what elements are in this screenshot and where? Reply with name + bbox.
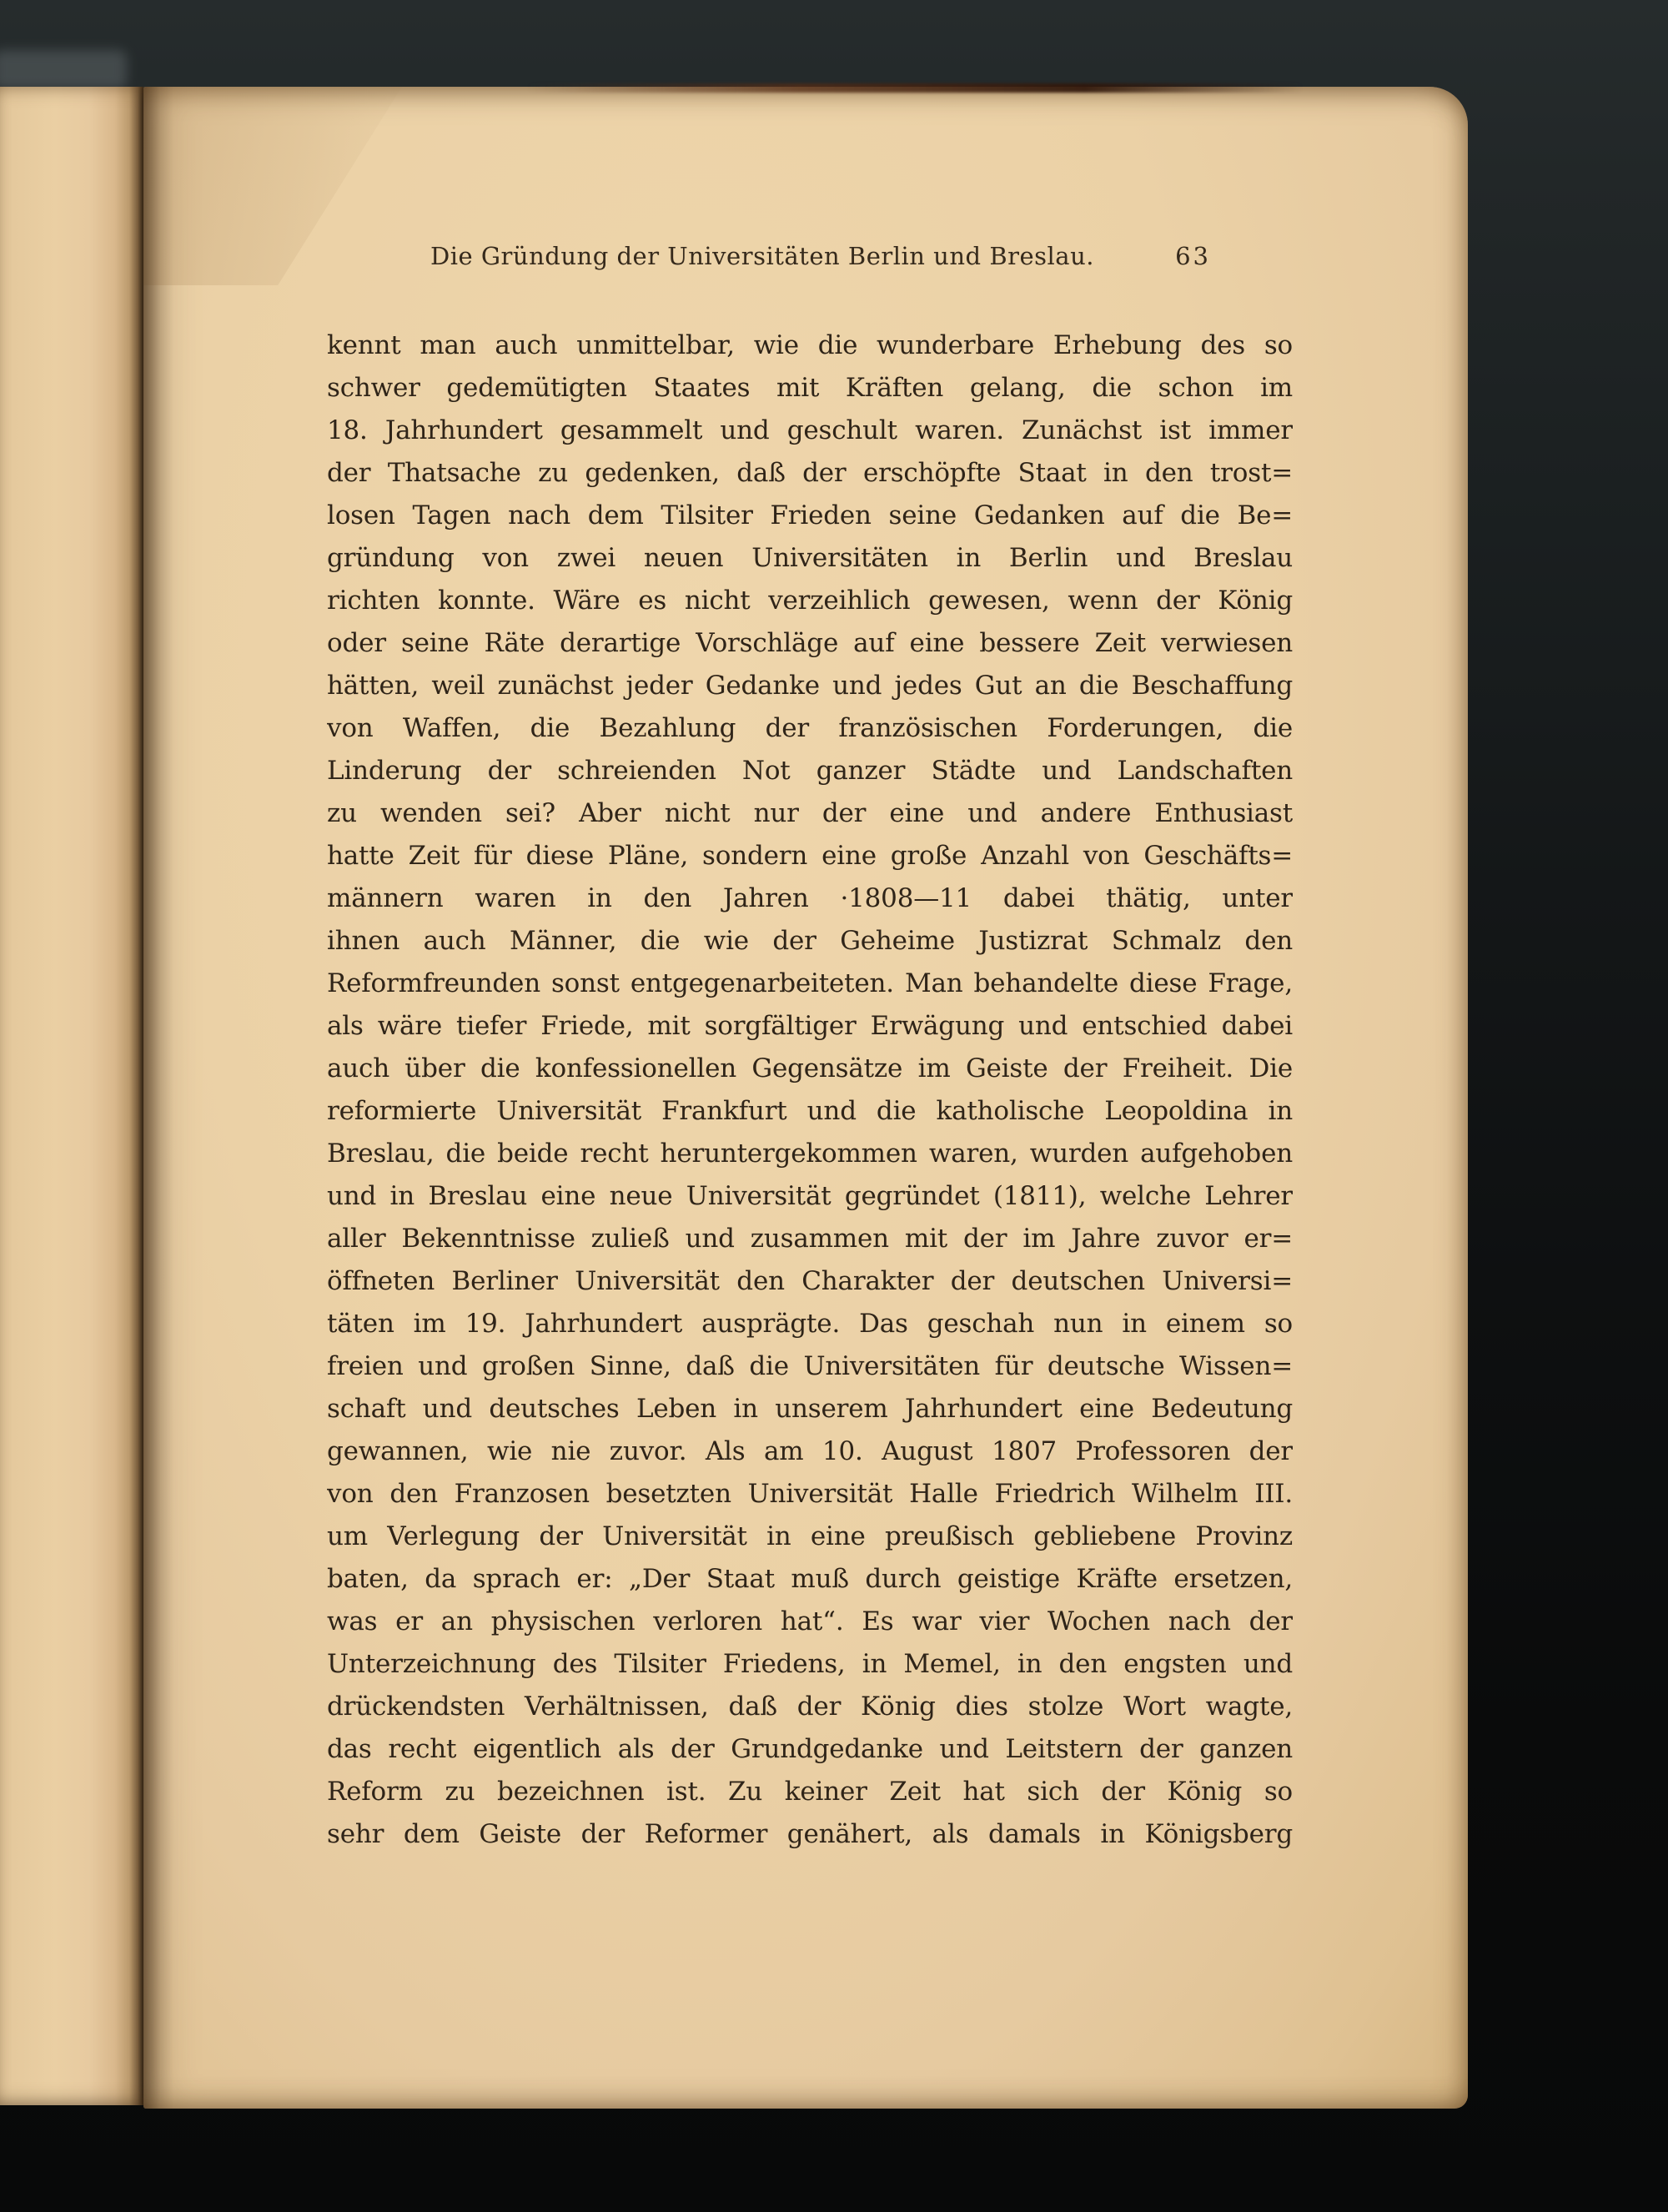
text-line: freien und großen Sinne, daß die Universitäten für deutsche Wissen= [327, 1351, 1293, 1381]
text-line: der Thatsache zu gedenken, daß der erschöpfte Staat in den trost= [327, 458, 1293, 488]
text-line: öffneten Berliner Universität den Charakter der deutschen Universi= [327, 1266, 1293, 1296]
page-number: 63 [1175, 242, 1211, 270]
text-line: Reform zu bezeichnen ist. Zu keiner Zeit hat sich der König so [327, 1777, 1293, 1807]
text-line: Reformfreunden sonst entgegenarbeiteten. Man behandelte diese Frage, [327, 968, 1293, 998]
text-line: von Waffen, die Bezahlung der französischen Forderungen, die [327, 713, 1293, 743]
text-line: gewannen, wie nie zuvor. Als am 10. August 1807 Professoren der [327, 1436, 1293, 1466]
text-line: das recht eigentlich als der Grundgedanke und Leitstern der ganzen [327, 1734, 1293, 1764]
text-line: hatte Zeit für diese Pläne, sondern eine große Anzahl von Geschäfts= [327, 841, 1293, 871]
text-line: aller Bekenntnisse zuließ und zusammen mit der im Jahre zuvor er= [327, 1224, 1293, 1254]
text-line: 18. Jahrhundert gesammelt und geschult waren. Zunächst ist immer [327, 415, 1293, 445]
text-line: Breslau, die beide recht heruntergekommen waren, wurden aufgehoben [327, 1139, 1293, 1169]
background-smudge [0, 50, 127, 90]
text-line: richten konnte. Wäre es nicht verzeihlich gewesen, wenn der König [327, 586, 1293, 616]
text-line: sehr dem Geiste der Reformer genähert, als damals in Königsberg [327, 1819, 1293, 1849]
text-line: baten, da sprach er: „Der Staat muß durch geistige Kräfte ersetzen, [327, 1564, 1293, 1594]
text-line: Linderung der schreienden Not ganzer Städte und Landschaften [327, 756, 1293, 786]
text-line: kennt man auch unmittelbar, wie die wunderbare Erhebung des so [327, 330, 1293, 360]
text-line: Unterzeichnung des Tilsiter Friedens, in Memel, in den engsten und [327, 1649, 1293, 1679]
text-line: oder seine Räte derartige Vorschläge auf eine bessere Zeit verwiesen [327, 628, 1293, 658]
text-line: hätten, weil zunächst jeder Gedanke und jedes Gut an die Beschaffung [327, 671, 1293, 701]
running-header-title: Die Gründung der Universitäten Berlin und Breslau. [430, 242, 1094, 270]
text-line: losen Tagen nach dem Tilsiter Frieden seine Gedanken auf die Be= [327, 500, 1293, 530]
gutter-crease-shadow [143, 87, 173, 2109]
running-header [327, 239, 1294, 274]
text-line: schaft und deutsches Leben in unserem Jahrhundert eine Bedeutung [327, 1394, 1293, 1424]
text-line: gründung von zwei neuen Universitäten in Berlin und Breslau [327, 543, 1293, 573]
text-line: was er an physischen verloren hat“. Es war vier Wochen nach der [327, 1606, 1293, 1636]
text-line: zu wenden sei? Aber nicht nur der eine und andere Enthusiast [327, 798, 1293, 828]
text-line: auch über die konfessionellen Gegensätze im Geiste der Freiheit. Die [327, 1053, 1293, 1083]
previous-page-edge [0, 87, 143, 2105]
body-text [327, 324, 1293, 1856]
text-line: männern waren in den Jahren ·1808—11 dabei thätig, unter [327, 883, 1293, 913]
text-line: drückendsten Verhältnissen, daß der König dies stolze Wort wagte, [327, 1692, 1293, 1722]
text-line: schwer gedemütigten Staates mit Kräften gelang, die schon im [327, 373, 1293, 403]
text-line: täten im 19. Jahrhundert ausprägte. Das geschah nun in einem so [327, 1309, 1293, 1339]
text-line: von den Franzosen besetzten Universität Halle Friedrich Wilhelm III. [327, 1479, 1293, 1509]
text-line: ihnen auch Männer, die wie der Geheime Justizrat Schmalz den [327, 926, 1293, 956]
text-line: als wäre tiefer Friede, mit sorgfältiger Erwägung und entschied dabei [327, 1011, 1293, 1041]
text-line: und in Breslau eine neue Universität gegründet (1811), welche Lehrer [327, 1181, 1293, 1211]
text-line: um Verlegung der Universität in eine preußisch gebliebene Provinz [327, 1521, 1293, 1551]
page-top-edge-streak [527, 83, 1303, 93]
book-page [143, 87, 1468, 2109]
text-line: reformierte Universität Frankfurt und die katholische Leopoldina in [327, 1096, 1293, 1126]
